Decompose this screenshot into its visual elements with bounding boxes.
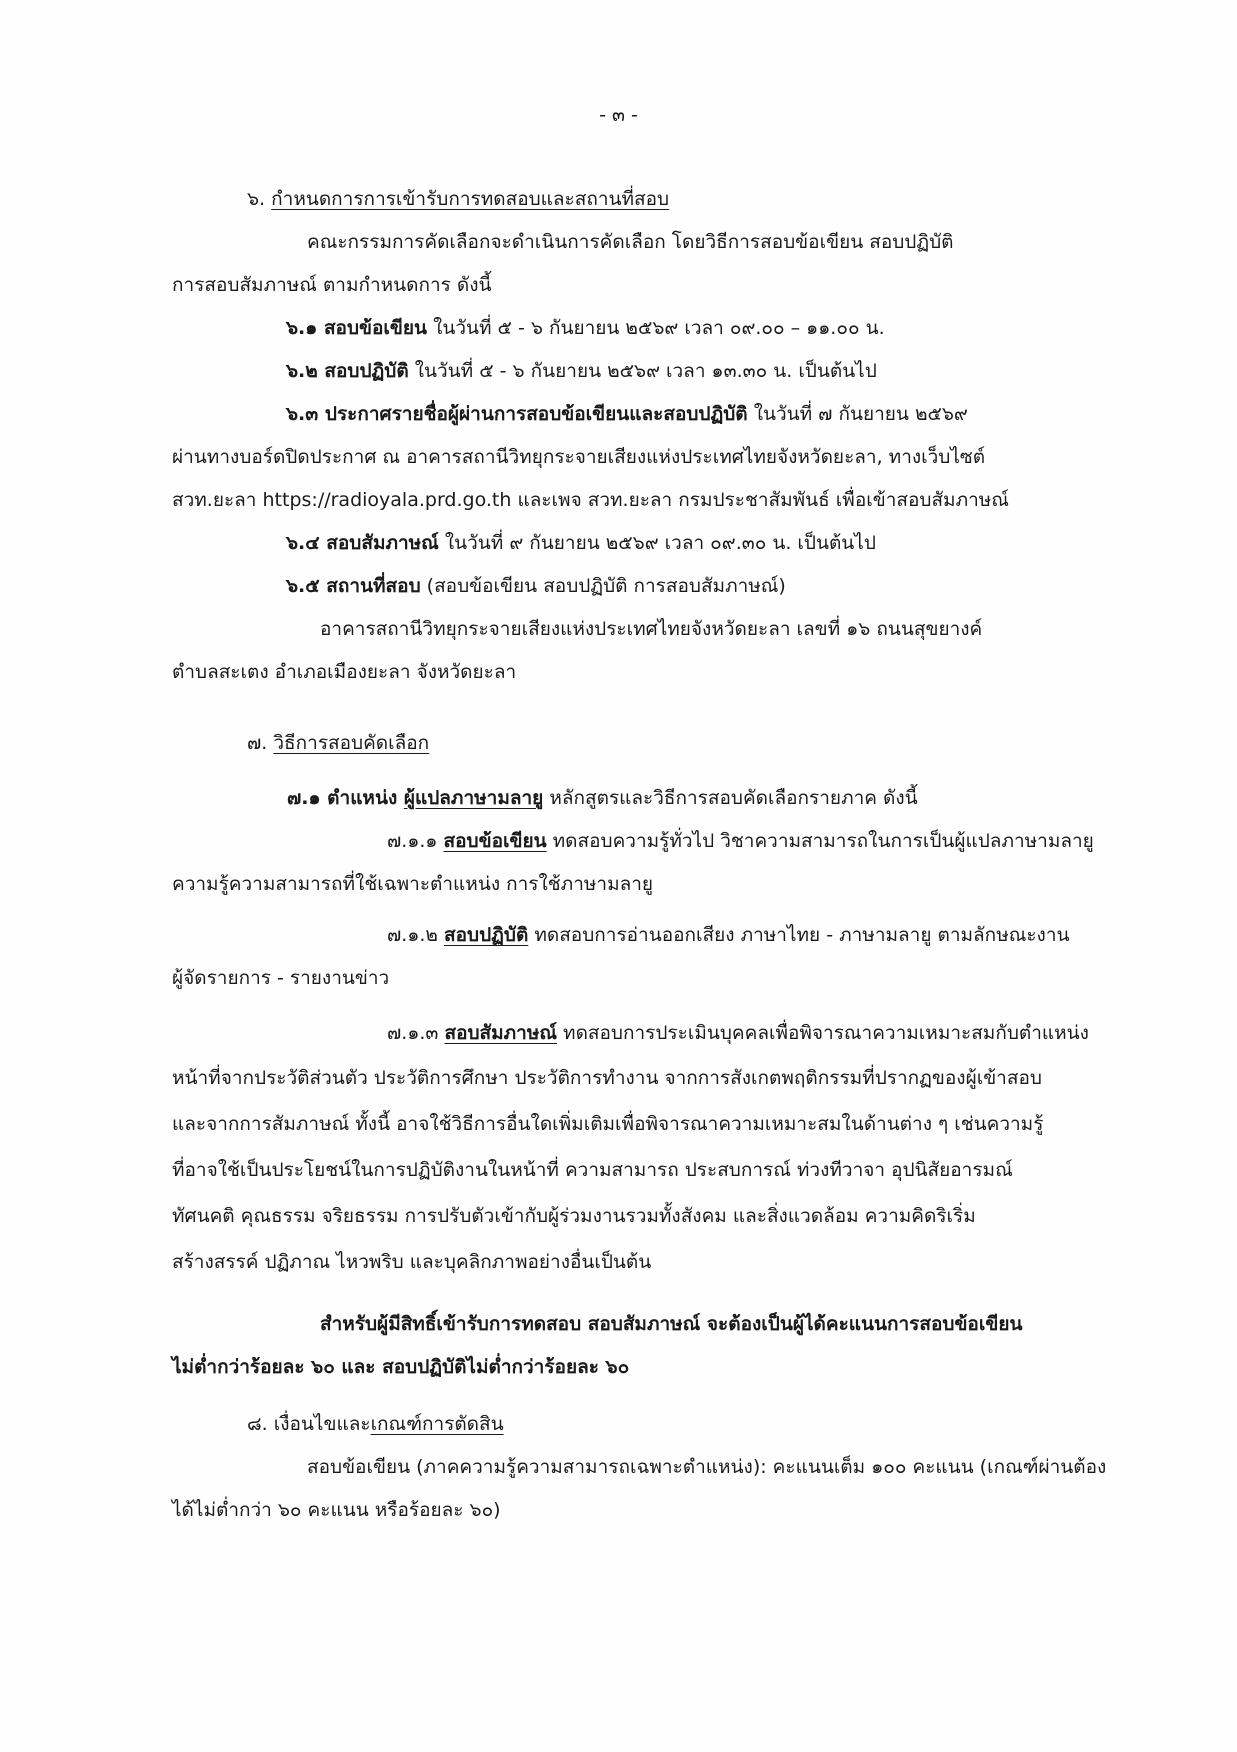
section-7-number: ๗.	[247, 732, 268, 754]
item-6-2-label: ๖.๒ สอบปฏิบัติ	[286, 360, 409, 382]
item-6-3-line3: สวท.ยะลา https://radioyala.prd.go.th และเพจ สวท.ยะลา กรมประชาสัมพันธ์ เพื่อเข้าสอบสัมภาษณ์	[172, 489, 1009, 511]
section-6-title: กำหนดการการเข้ารับการทดสอบและสถานที่สอบ	[271, 188, 670, 210]
written-exam-label: สอบข้อเขียน	[443, 830, 547, 852]
criteria-line1: สอบข้อเขียน (ภาคความรู้ความสามารถเฉพาะตำแหน่ง): คะแนนเต็ม ๑๐๐ คะแนน (เกณฑ์ผ่านต้อง	[307, 1456, 1107, 1478]
written-exam-line1	[172, 820, 1120, 863]
item-6-3-line2: ผ่านทางบอร์ดปิดประกาศ ณ อาคารสถานีวิทยุกระจายเสียงแห่งประเทศไทยจังหวัดยะลา, ทางเว็บไซต์	[172, 446, 986, 468]
section-6-intro-line2: การสอบสัมภาษณ์ ตามกำหนดการ ดังนี้	[172, 274, 492, 296]
page-number: - ๓ -	[599, 104, 638, 126]
practical-exam-line2: ผู้จัดรายการ - รายงานข่าว	[172, 967, 390, 989]
position-7-1	[172, 777, 1120, 820]
practical-exam-label: สอบปฏิบัติ	[444, 924, 529, 946]
criteria-line2: ได้ไม่ต่ำกว่า ๖๐ คะแนน หรือร้อยละ ๖๐)	[172, 1499, 501, 1521]
position-7-1-suffix: หลักสูตรและวิธีการสอบคัดเลือกรายภาค ดังนี้	[543, 787, 918, 809]
interview-exam-desc: ทดสอบการประเมินบุคคลเพื่อพิจารณาความเหมาะสมกับตำแหน่ง	[557, 1022, 1089, 1044]
interview-exam-line1	[172, 1012, 1120, 1055]
section-8-heading	[172, 1403, 1120, 1446]
practical-exam-desc: ทดสอบการอ่านออกเสียง ภาษาไทย - ภาษามลายู ตามลักษณะงาน	[528, 924, 1070, 946]
item-6-5	[172, 565, 1120, 608]
item-6-3-label: ๖.๓ ประกาศรายชื่อผู้ผ่านการสอบข้อเขียนและสอบปฏิบัติ	[286, 403, 748, 425]
item-6-3-text: ในวันที่ ๗ กันยายน ๒๕๖๙	[747, 403, 968, 425]
item-6-5-text: (สอบข้อเขียน สอบปฏิบัติ การสอบสัมภาษณ์)	[420, 575, 786, 597]
document-body	[172, 178, 1120, 1532]
written-exam-line2: ความรู้ความสามารถที่ใช้เฉพาะตำแหน่ง การใช้ภาษามลายู	[172, 873, 654, 895]
eligibility-note-line1	[172, 1303, 1120, 1346]
section-7-title: วิธีการสอบคัดเลือก	[273, 732, 430, 754]
practical-exam-line1	[172, 914, 1120, 957]
item-6-3	[172, 393, 1120, 436]
interview-exam-line4: ที่อาจใช้เป็นประโยชน์ในการปฏิบัติงานในหน้าที่ ความสามารถ ประสบการณ์ ท่วงทีวาจา อุปนิสัยอารมณ์	[172, 1159, 1013, 1181]
section-8-title-underlined: เกณฑ์การตัดสิน	[370, 1413, 504, 1435]
item-6-5-label: ๖.๕ สถานที่สอบ	[286, 575, 421, 597]
section-6-intro-line1: คณะกรรมการคัดเลือกจะดำเนินการคัดเลือก โดยวิธีการสอบข้อเขียน สอบปฏิบัติ	[307, 231, 954, 253]
practical-exam-num: ๗.๑.๒	[387, 924, 444, 946]
item-6-4	[172, 522, 1120, 565]
interview-exam-line3: และจากการสัมภาษณ์ ทั้งนี้ อาจใช้วิธีการอื่นใดเพิ่มเติมเพื่อพิจารณาความเหมาะสมในด้านต่าง ๆ เช่นความรู้	[172, 1113, 1044, 1135]
exam-place-line2: ตำบลสะเตง อำเภอเมืองยะลา จังหวัดยะลา	[172, 661, 517, 683]
item-6-2-text: ในวันที่ ๕ - ๖ กันยายน ๒๕๖๙ เวลา ๑๓.๓๐ น. เป็นต้นไป	[408, 360, 877, 382]
item-6-1	[172, 307, 1120, 350]
item-6-4-label: ๖.๔ สอบสัมภาษณ์	[286, 532, 439, 554]
position-7-1-prefix: ๗.๑ ตำแหน่ง	[287, 787, 404, 809]
interview-exam-line6: สร้างสรรค์ ปฏิภาณ ไหวพริบ และบุคลิกภาพอย่างอื่นเป็นต้น	[172, 1251, 652, 1273]
eligibility-note-line2	[172, 1346, 1120, 1389]
section-7-heading	[172, 722, 1120, 765]
section-8-number: ๘.	[247, 1413, 268, 1435]
interview-exam-num: ๗.๑.๓	[387, 1022, 445, 1044]
interview-exam-line5: ทัศนคติ คุณธรรม จริยธรรม การปรับตัวเข้ากับผู้ร่วมงานรวมทั้งสังคม และสิ่งแวดล้อม ความคิดริเริ่ม	[172, 1205, 976, 1227]
interview-exam-line2: หน้าที่จากประวัติส่วนตัว ประวัติการศึกษา ประวัติการทำงาน จากการสังเกตพฤติกรรมที่ปรากฏของผู้เข้าสอบ	[172, 1067, 1042, 1089]
position-7-1-name: ผู้แปลภาษามลายู	[403, 787, 544, 809]
item-6-2	[172, 350, 1120, 393]
item-6-1-text: ในวันที่ ๕ - ๖ กันยายน ๒๕๖๙ เวลา ๐๙.๐๐ – ๑๑.๐๐ น.	[427, 317, 885, 339]
eligibility-note-text1: สำหรับผู้มีสิทธิ์เข้ารับการทดสอบ สอบสัมภาษณ์ จะต้องเป็นผู้ได้คะแนนการสอบข้อเขียน	[320, 1313, 1023, 1335]
interview-exam-label: สอบสัมภาษณ์	[444, 1022, 558, 1044]
written-exam-num: ๗.๑.๑	[387, 830, 444, 852]
exam-place-line1: อาคารสถานีวิทยุกระจายเสียงแห่งประเทศไทยจังหวัดยะลา เลขที่ ๑๖ ถนนสุขยางค์	[320, 618, 983, 640]
section-6-heading	[172, 178, 1120, 221]
item-6-1-label: ๖.๑ สอบข้อเขียน	[286, 317, 428, 339]
written-exam-desc: ทดสอบความรู้ทั่วไป วิชาความสามารถในการเป็นผู้แปลภาษามลายู	[546, 830, 1094, 852]
section-8-title-plain: เงื่อนไขและ	[273, 1413, 371, 1435]
item-6-4-text: ในวันที่ ๙ กันยายน ๒๕๖๙ เวลา ๐๙.๓๐ น. เป็นต้นไป	[438, 532, 876, 554]
eligibility-note-text2: ไม่ต่ำกว่าร้อยละ ๖๐ และ สอบปฏิบัติไม่ต่ำกว่าร้อยละ ๖๐	[172, 1356, 630, 1378]
section-6-number: ๖.	[247, 188, 266, 210]
